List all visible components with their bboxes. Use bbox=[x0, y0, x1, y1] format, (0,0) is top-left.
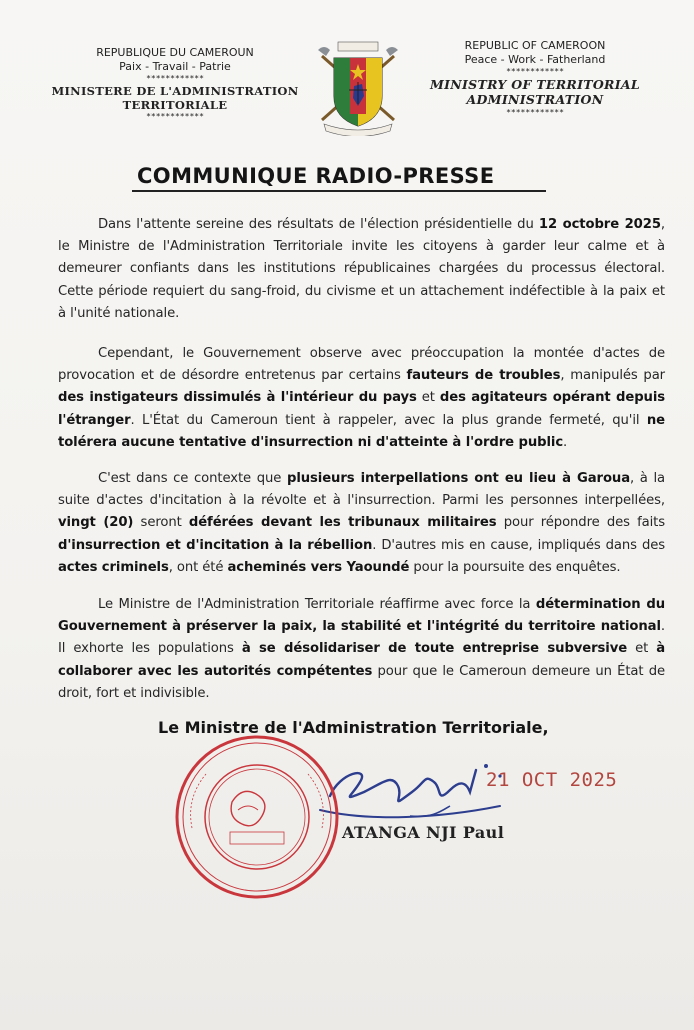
p3-text: , ont été bbox=[168, 559, 228, 575]
p3-bold: déférées devant les tribunaux militaires bbox=[188, 515, 497, 531]
ministry-en-line1: MINISTRY OF TERRITORIAL bbox=[430, 76, 640, 92]
p2-bold: ne tolérera aucune tentative d'insurrection ni d'atteinte à l'ordre public bbox=[58, 412, 665, 450]
p4-text: pour que le Cameroun demeure un État de droit, fort et indivisible. bbox=[58, 663, 665, 701]
title-underline bbox=[132, 190, 546, 192]
p3-bold: plusieurs interpellations ont eu lieu à Garoua bbox=[286, 471, 630, 486]
paragraph-3 bbox=[58, 468, 665, 579]
document-title: COMMUNIQUE RADIO-PRESSE bbox=[137, 164, 495, 188]
header-english bbox=[410, 39, 660, 118]
p2-bold: fauteurs de troubles bbox=[406, 368, 561, 384]
country-en: REPUBLIC OF CAMEROON bbox=[464, 39, 606, 52]
p4-text: Le Ministre de l'Administration Territoriale réaffirme avec force la bbox=[98, 597, 536, 612]
stars-fr: ************ bbox=[146, 73, 204, 83]
p3-text: . D'autres mis en cause, impliqués dans des bbox=[372, 537, 665, 553]
p3-bold: d'insurrection et d'incitation à la rébellion bbox=[58, 537, 373, 553]
motto-fr: Paix - Travail - Patrie bbox=[119, 59, 231, 73]
p1-text: Dans l'attente sereine des résultats de l'élection présidentielle du bbox=[98, 217, 539, 232]
signature-date: 21 OCT 2025 bbox=[486, 769, 618, 791]
paragraph-1 bbox=[58, 214, 665, 325]
p4-text: et bbox=[627, 641, 657, 657]
paragraph-2 bbox=[58, 343, 665, 454]
header-french bbox=[40, 46, 310, 122]
p3-text: , à la suite d'actes d'incitation à la révolte et à l'insurrection. Parmi les personnes interpellées, bbox=[58, 471, 666, 509]
p3-bold: actes criminels bbox=[58, 559, 169, 575]
signatory-name: ATANGA NJI Paul bbox=[342, 823, 505, 842]
p4-bold: à collaborer avec les autorités compétentes bbox=[58, 641, 665, 679]
p3-text: pour la poursuite des enquêtes. bbox=[409, 559, 621, 575]
country-fr: REPUBLIQUE DU CAMEROUN bbox=[96, 46, 254, 59]
p4-text: . Il exhorte les populations bbox=[58, 619, 665, 657]
p2-bold: des agitateurs opérant depuis l'étranger bbox=[58, 390, 665, 428]
p3-bold: acheminés vers Yaoundé bbox=[227, 559, 410, 575]
p2-bold: des instigateurs dissimulés à l'intérieur du pays bbox=[58, 390, 417, 406]
p3-text: seront bbox=[133, 515, 189, 531]
p2-text: . L'État du Cameroun tient à rappeler, avec la plus grande fermeté, qu'il bbox=[130, 412, 647, 428]
stars2-fr: ************ bbox=[146, 112, 204, 122]
signatory-title: Le Ministre de l'Administration Territoriale, bbox=[158, 718, 549, 737]
ministry-fr-line1: MINISTERE DE L'ADMINISTRATION bbox=[51, 83, 299, 98]
p4-bold: à se désolidariser de toute entreprise subversive bbox=[241, 641, 628, 657]
p3-text: pour répondre des faits bbox=[496, 515, 665, 531]
paragraph-4 bbox=[58, 594, 665, 705]
p2-text: et bbox=[416, 390, 440, 406]
p2-text: . bbox=[563, 434, 568, 450]
p3-bold: vingt (20) bbox=[58, 515, 134, 531]
p1-text: , le Ministre de l'Administration Territoriale invite les citoyens à garder leur calme et à demeurer confiants dans les institutions républicaines chargées du processus électoral. Cette période requiert du sang-froid, du civisme et un attachement indéfectible à la paix et à l'unité nationale. bbox=[58, 217, 666, 321]
p3-text: C'est dans ce contexte que bbox=[98, 471, 287, 486]
ministry-en-line2: ADMINISTRATION bbox=[466, 92, 604, 108]
stars2-en: ************ bbox=[506, 107, 564, 117]
p2-text: Cependant, le Gouvernement observe avec préoccupation la montée d'actes de provocation et de désordre entretenus par certains bbox=[58, 346, 665, 384]
ministry-fr-line2: TERRITORIALE bbox=[122, 97, 228, 112]
motto-en: Peace - Work - Fatherland bbox=[464, 52, 606, 66]
p2-text: , manipulés par bbox=[560, 368, 666, 384]
p1-bold: 12 octobre 2025 bbox=[538, 217, 661, 232]
official-stamp-icon bbox=[172, 732, 342, 902]
coat-of-arms-icon bbox=[314, 38, 402, 136]
stars-en: ************ bbox=[506, 66, 564, 76]
p4-bold: détermination du Gouvernement à préserver la paix, la stabilité et l'intégrité du territoire national bbox=[58, 597, 665, 635]
